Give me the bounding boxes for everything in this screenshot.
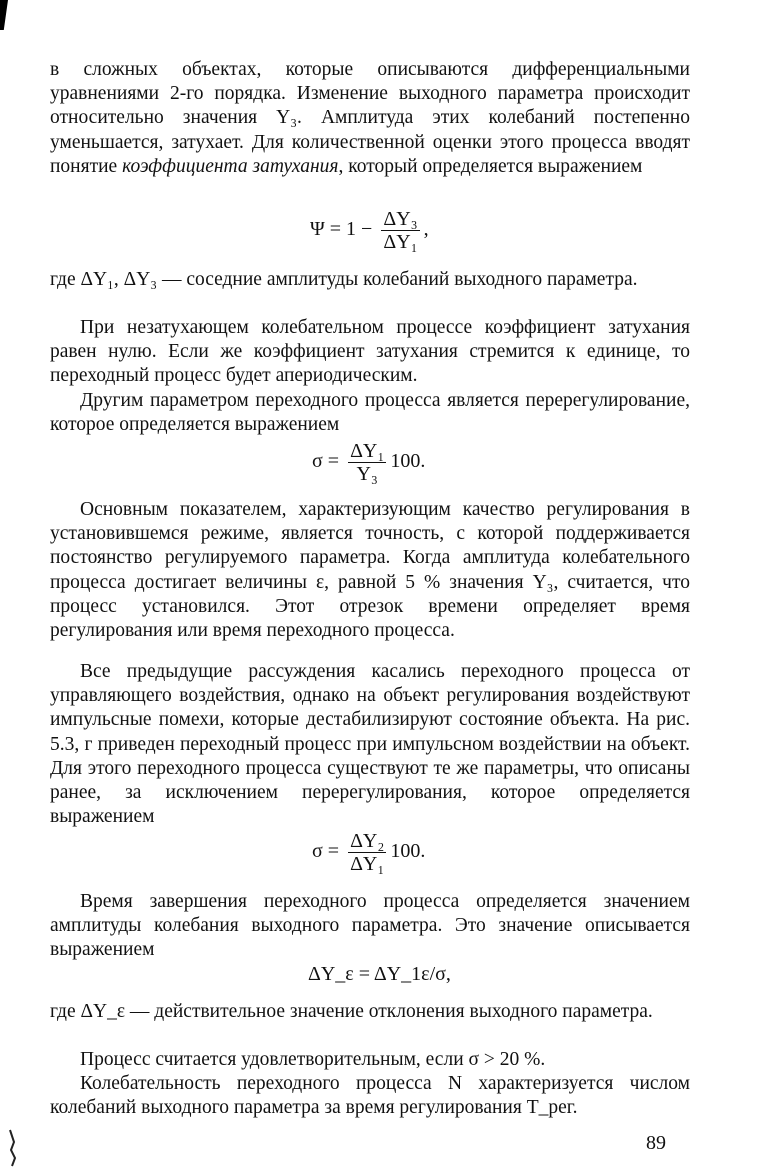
paragraph-6: [50, 660, 690, 829]
paragraph-3-text: При незатухающем колебательном процессе коэффициент затухания равен нулю. Если же коэффициент затухания стремится к единице, то переходный процесс будет апериодическим.: [50, 317, 690, 387]
formula-overshoot-denominator: Y₃: [356, 463, 378, 485]
paragraph-7: [50, 890, 690, 963]
formula-damping-denominator: ΔY₁: [383, 231, 418, 253]
paragraph-3: [50, 316, 690, 389]
formula-impulse-denominator: ΔY₁: [350, 853, 385, 875]
formula-impulse-lhs: σ =: [312, 840, 340, 863]
formula-impulse-numerator: ΔY₂: [350, 830, 385, 852]
paragraph-5-text: Основным показателем, характеризующим качество регулирования в установившемся режиме, является точность, с которой поддерживается постоянство регулируемого параметра. Когда амплитуда колебательного процесса достигает величины ε, равной 5 % значения Y₃, считается, что процесс установился. Этот отрезок времени определяет время регулирования или время переходного процесса.: [50, 499, 690, 642]
formula-overshoot-fraction: [348, 440, 386, 485]
paragraph-8-text: где ΔY_ε — действительное значение отклонения выходного параметра.: [50, 1001, 653, 1022]
paragraph-1-text: в сложных объектах, которые описываются дифференциальными уравнениями 2-го порядка. Изменение выходного параметра происходит относительно значения Y₃. Амплитуда этих колебаний постепенно уменьшается, затухает. Для количественной оценки этого процесса вводят понятие: [50, 59, 690, 177]
formula-damping-numerator: ΔY₃: [383, 208, 418, 230]
paragraph-2: [50, 268, 690, 292]
paragraph-10: [50, 1072, 690, 1120]
formula-overshoot-impulse: [312, 830, 425, 875]
paragraph-9-text: Процесс считается удовлетворительным, если σ > 20 %.: [80, 1049, 546, 1070]
paragraph-10-text: Колебательность переходного процесса N характеризуется числом колебаний выходного параметра за время регулирования T_рег.: [50, 1073, 690, 1119]
formula-impulse-tail: 100.: [390, 840, 426, 863]
formula-impulse-fraction: [348, 830, 386, 875]
formula-damping-fraction: [381, 208, 419, 253]
formula-deviation-text: ΔY_ε = ΔY_1ε/σ,: [308, 963, 451, 985]
formula-overshoot-tail: 100.: [390, 450, 426, 473]
paragraph-4: [50, 389, 690, 437]
page-number: 89: [646, 1132, 666, 1154]
paragraph-8: [50, 1000, 690, 1024]
formula-damping-tail: ,: [423, 218, 429, 241]
paragraph-4-text: Другим параметром переходного процесса является перерегулирование, которое определяется выражением: [50, 390, 690, 436]
scan-corner-mark: [0, 0, 8, 30]
term-damping-coefficient: коэффициента затухания: [122, 155, 339, 177]
paragraph-7-text: Время завершения переходного процесса определяется значением амплитуды колебания выходного параметра. Это значение описывается выражением: [50, 891, 690, 961]
paragraph-1: [50, 58, 690, 179]
paragraph-1-end: , который определяется выражением: [338, 155, 643, 177]
formula-overshoot-numerator: ΔY₁: [350, 440, 385, 462]
paragraph-6-text: Все предыдущие рассуждения касались переходного процесса от управляющего воздействия, однако на объект регулирования воздействуют импульсные помехи, которые дестабилизируют состояние объекта. На рис. 5.3, г приведен переходный процесс при импульсном воздействии на объект. Для этого переходного процесса существуют те же параметры, что описаны ранее, за исключением перерегулирования, которое определяется выражением: [50, 661, 690, 828]
paragraph-9: [50, 1048, 690, 1072]
scan-edge-mark: [8, 1128, 18, 1168]
paragraph-2-text: где ΔY₁, ΔY₃ — соседние амплитуды колебаний выходного параметра.: [50, 269, 638, 290]
paragraph-5: [50, 498, 690, 643]
formula-damping-lhs: Ψ = 1 −: [310, 218, 373, 241]
formula-overshoot-lhs: σ =: [312, 450, 340, 473]
formula-damping: [310, 208, 429, 253]
formula-deviation: [308, 962, 451, 986]
formula-overshoot: [312, 440, 425, 485]
